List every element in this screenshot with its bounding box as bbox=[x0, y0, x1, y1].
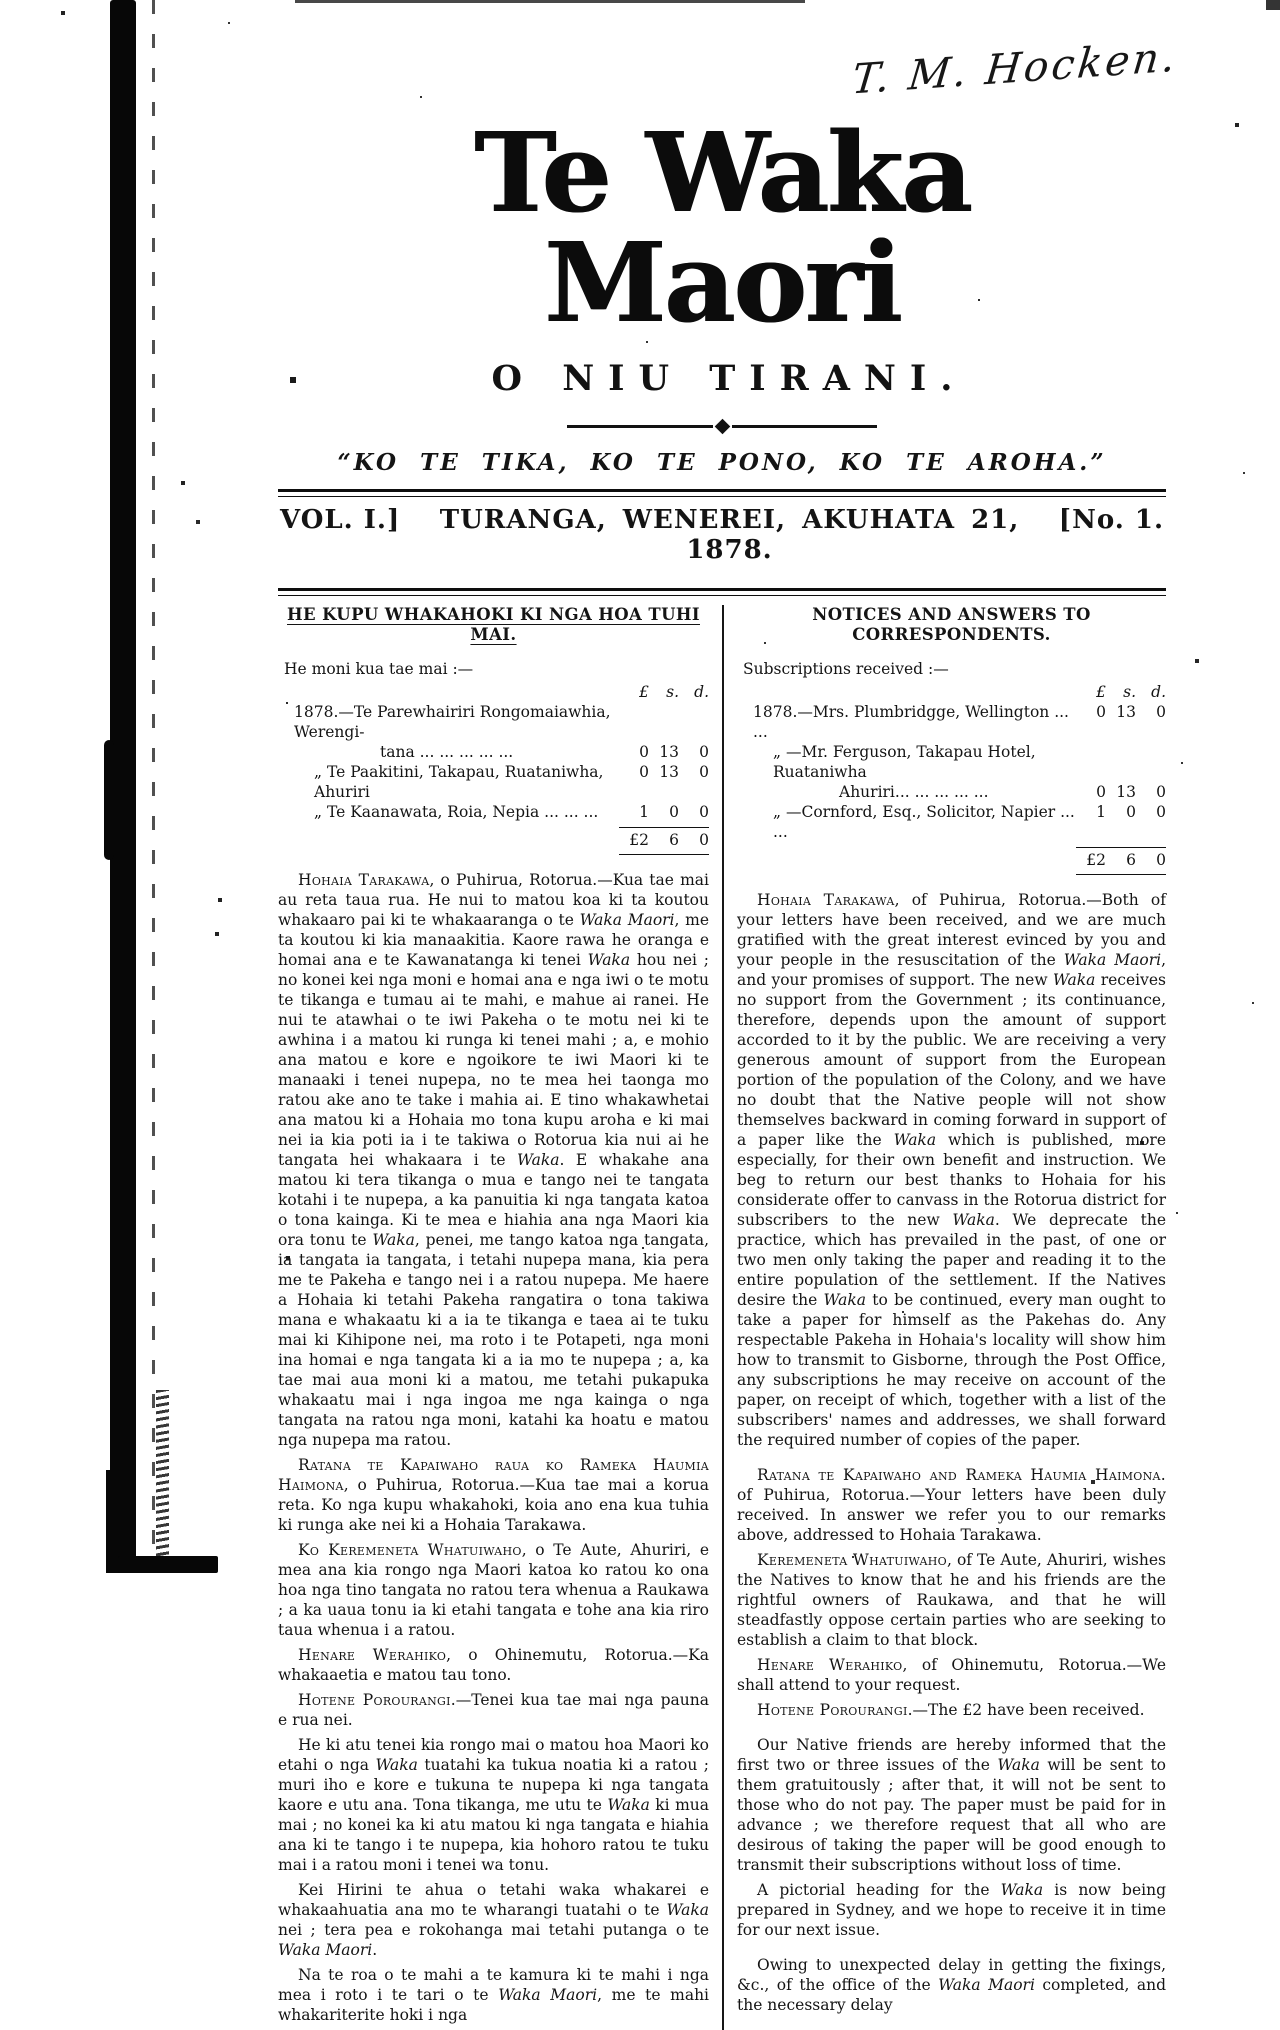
ornament-line-right bbox=[732, 425, 878, 428]
paragraph: Owing to unexpected delay in getting the fixings, &c., of the office of the Waka Maori completed, and the necessary delay bbox=[737, 1955, 1166, 2014]
paragraph: Henare Werahiko, o Ohinemutu, Rotorua.—Ka whakaaetia e matou tau tono. bbox=[278, 1645, 710, 1684]
ornament-rule bbox=[567, 421, 877, 432]
money-line: 1878.—Mrs. Plumbridgge, Wellington ... ... 0 13 0 bbox=[753, 702, 1166, 741]
money-received-intro: He moni kua tae mai :— bbox=[284, 659, 474, 678]
paragraph: Keremeneta Whatuiwaho, of Te Aute, Ahuriri, wishes the Natives to know that he and his friends are the rightful owners of Raukawa, and that he will steadfastly oppose certain parties who are seeking to establish a claim to that block. bbox=[737, 1550, 1166, 1649]
paragraph: Ko Keremeneta Whatuiwaho, o Te Aute, Ahuriri, e mea ana kia rongo nga Maori katoa ko ratou ko ona hoa nga tino tangata no ratou tera whenua a Raukawa ; a ka uaua tonu ia ki etahi tangata e tohe ana kia riro taua whenua i a ratou. bbox=[278, 1540, 709, 1639]
paragraph: He ki atu tenei kia rongo mai o matou hoa Maori ko etahi o nga Waka tuatahi ka tukua noatia ki a ratou ; muri iho e kore e tukuna te nupepa ki nga tangata kaore e utu ana. Tona tikanga, me utu te Waka ki mua mai ; no konei ka ki atu matou ki nga tangata e hiahia ana ki te tango i te nupepa, kia hohoro ratou te tuku mai i a ratou moni i tenei wa tonu. bbox=[278, 1735, 710, 1874]
scan-speckle-column bbox=[156, 1390, 169, 1565]
paragraph: Hohaia Tarakawa, of Puhirua, Rotorua.—Both of your letters have been received, and we are much gratified with the great interest evinced by you and your people in the resuscitation of the Waka Maori, and your promises of support. The new Waka receives no support from the Government ; its continuance, therefore, depends upon the amount of support accorded to it by the public. We are receiving a very generous amount of support from the European portion of the population of the Colony, and we have no doubt that the Native people will not show themselves backward in coming forward in support of a paper like the Waka which is published, more especially, for their own benefit and instruction. We beg to return our best thanks to Hohaia for his considerate offer to canvass in the Rotorua district for subscribers to the new Waka. We deprecate the practice, which has prevailed in the past, of one or two men only taking the paper and reading it to the entire population of the settlement. If the Natives desire the Waka to be continued, every man ought to take a paper for himself as the Pakehas do. Any respectable Pakeha in Hohaia's locality will show him how to transmit to Gisborne, through the Post Office, any subscriptions he may receive on account of the paper, on receipt of which, together with a list of the subscribers' names and addresses, we shall forward the required number of copies of the paper. bbox=[737, 890, 1167, 1449]
rule-bottom bbox=[278, 588, 1166, 596]
paragraph: Kei Hirini te ahua o tetahi waka whakarei e whakaahuatia ana mo te wharangi tuatahi o te Waka nei ; tera pea e rokohanga mai tetahi putanga o te Waka Maori. bbox=[278, 1880, 709, 1959]
paragraph: Hohaia Tarakawa, o Puhirua, Rotorua.—Kua tae mai au reta taua rua. He nui to matou koa ki ta koutou whakaaro pai ki te whakaaranga o te Waka Maori, me ta koutou ki kia manaakitia. Kaore rawa he oranga e homai ana e te Kawanatanga ki tenei Waka hou nei ; no konei kei nga moni e homai ana e nga iwi o te motu te tikanga e tumau ai te mahi, e mahue ai ranei. He nui te atawhai o te iwi Pakeha o te motu nei ki te awhina i a matou ki runga ki tenei mahi ; a, e mohio ana matou e kore e ngoikore te iwi Maori ki te manaaki i tenei nupepa, no te mea hei taonga mo ratou ake ano te take i mahia ai. E tino whakawhetai ana matou ki a Hohaia mo tona kupu aroha e ki mai nei ia kia poti ia i te takiwa o Rotorua kia nui ai he tangata hei whakaara i te Waka. E whakahe ana matou ki tera tikanga o mua e tango nei te tangata kotahi i te nupepa, a ka panuitia ki nga tangata katoa o tona kainga. Ki te mea e hiahia ana nga Maori kia ora tonu te Waka, penei, me tango katoa nga tangata, ia tangata ia tangata, i tetahi nupepa mana, kia pera me te Pakeha e tango nei i a ratou nupepa. Me haere a Hohaia ki tetahi Pakeha rangatira o tona takiwa mana e whakaatu ki a ia te tikanga e taea ai te tuku mai ki Kihipone nei, ma roto i te Potapeti, nga moni ina homai e nga tangata ki a ia mo te nupepa ; a, ka tae mai aua moni ki a matou, me tetahi pukapuka whakaatu mai i nga ingoa me nga kainga o nga tangata na ratou nga moni, katahi ka hoatu e matou nga nupepa ma ratou. bbox=[278, 870, 709, 1449]
dateline-number: [No. 1. bbox=[1058, 505, 1164, 535]
money-line: tana ... ... ... ... ... 0 13 0 bbox=[380, 742, 709, 761]
ornament-line-left bbox=[567, 425, 713, 428]
left-column-paragraphs bbox=[278, 870, 709, 2025]
left-column bbox=[278, 605, 722, 2030]
money-line: „ Te Paakitini, Takapau, Ruataniwha, Ahuriri 0 13 0 bbox=[314, 762, 709, 801]
paragraph: Our Native friends are hereby informed that the first two or three issues of the Waka will be sent to them gratuitously ; after that, it will not be sent to those who do not pay. The paper must be paid for in advance ; we therefore request that all who are desirous of taking the paper will be good enough to transmit their subscriptions without loss of time. bbox=[737, 1735, 1167, 1874]
paragraph: Ratana te Kapaiwaho and Rameka Haumia Haimona. of Puhirua, Rotorua.—Your letters have been duly received. In answer we refer you to our remarks above, addressed to Hohaia Tarakawa. bbox=[737, 1465, 1166, 1544]
scan-bottom-bar bbox=[118, 1556, 218, 1573]
masthead-motto: “KO TE TIKA, KO TE PONO, KO TE AROHA.” bbox=[337, 449, 1107, 476]
handwritten-signature: T. M. Hocken. bbox=[849, 32, 1181, 104]
left-column-heading: HE KUPU WHAKAHOKI KI NGA HOA TUHI MAI. bbox=[287, 605, 700, 644]
rule-top bbox=[278, 489, 1166, 497]
dateline bbox=[278, 497, 1166, 575]
columns bbox=[278, 605, 1166, 2030]
paragraph: A pictorial heading for the Waka is now being prepared in Sydney, and we hope to receive it in time for our next issue. bbox=[737, 1880, 1167, 1939]
scan-fold-line bbox=[152, 0, 155, 1573]
money-line: £2 6 0 bbox=[737, 847, 1166, 875]
money-table-left bbox=[278, 682, 709, 855]
dateline-date: TURANGA, WENEREI, AKUHATA 21, 1878. bbox=[439, 505, 1020, 565]
diamond-icon bbox=[714, 419, 730, 435]
right-column bbox=[722, 605, 1166, 2030]
dateline-volume: VOL. I.] bbox=[280, 505, 401, 535]
paragraph: Hotene Porourangi.—The £2 have been received. bbox=[757, 1700, 1145, 1719]
paragraph: Hotene Porourangi.—Tenei kua tae mai nga pauna e rua nei. bbox=[278, 1690, 709, 1729]
right-column-paragraphs bbox=[737, 890, 1166, 2015]
subscriptions-received-intro: Subscriptions received :— bbox=[743, 659, 949, 678]
right-column-heading: NOTICES AND ANSWERS TO CORRESPONDENTS. bbox=[812, 605, 1091, 644]
money-line: „ Te Kaanawata, Roia, Nepia ... ... ... 1 0 0 bbox=[314, 802, 709, 821]
money-table-right bbox=[737, 682, 1166, 875]
money-line: „ —Cornford, Esq., Solicitor, Napier ... ... 1 0 0 bbox=[773, 802, 1166, 841]
scan-binding-bar bbox=[110, 0, 136, 1573]
scan-corner-mark bbox=[1266, 0, 1280, 10]
paragraph: Ratana te Kapaiwaho raua ko Rameka Haumia Haimona, o Puhirua, Rotorua.—Kua tae mai a korua reta. Ko nga kupu whakahoki, koia ano ena kua tuhia ki runga ake nei ki a Hohaia Tarakawa. bbox=[278, 1455, 709, 1534]
masthead-subtitle: O NIU TIRANI. bbox=[491, 358, 967, 399]
money-line: £2 6 0 bbox=[278, 827, 709, 855]
money-line: „ —Mr. Ferguson, Takapau Hotel, Ruataniwha bbox=[773, 742, 1036, 781]
money-line: 1878.—Te Parewhairiri Rongomaiawhia, Werengi- bbox=[294, 702, 611, 741]
paragraph: Henare Werahiko, of Ohinemutu, Rotorua.—We shall attend to your request. bbox=[737, 1655, 1166, 1694]
money-line: £ s. d. bbox=[1096, 682, 1166, 701]
scan-speckles bbox=[0, 0, 2, 2]
masthead-title: Te Waka Maori bbox=[473, 108, 971, 347]
paragraph: Na te roa o te mahi a te kamura ki te mahi i nga mea i roto i te tari o te Waka Maori, me te mahi whakariterite hoki i nga bbox=[278, 1965, 710, 2024]
money-line: Ahuriri... ... ... ... ... 0 13 0 bbox=[839, 782, 1166, 801]
money-line: £ s. d. bbox=[639, 682, 709, 701]
newspaper-page bbox=[278, 0, 1181, 2030]
